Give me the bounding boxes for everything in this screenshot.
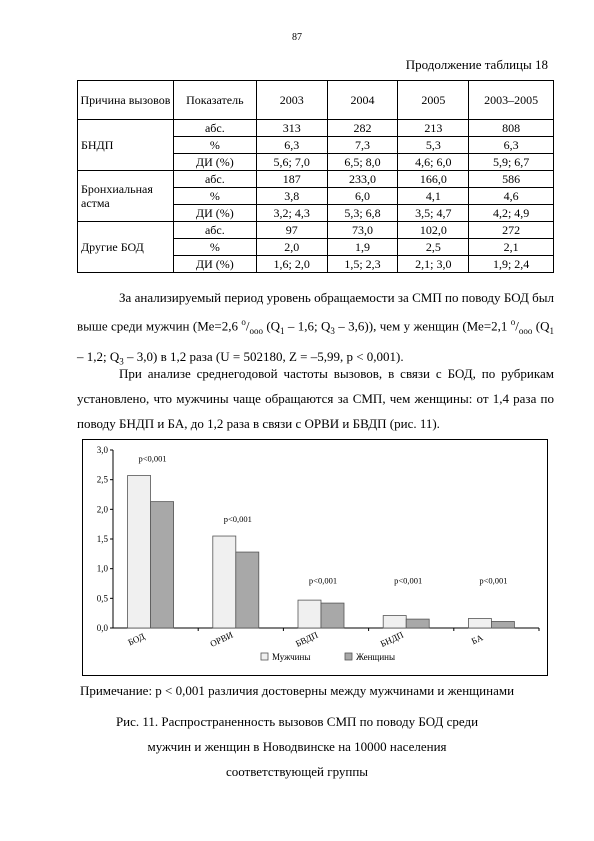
y-tick-label: 0,5 — [96, 593, 108, 604]
table-cell: 5,3 — [398, 137, 469, 154]
legend-swatch — [345, 653, 352, 660]
x-tick-label: БНДП — [378, 629, 406, 649]
y-tick-label: 1,0 — [96, 563, 108, 574]
data-table — [77, 80, 554, 273]
significance-label: p<0,001 — [223, 514, 252, 525]
group-label: БНДП — [78, 120, 174, 171]
table-cell: 1,5; 2,3 — [327, 256, 398, 273]
bar-men — [213, 536, 236, 628]
table-cell: 808 — [469, 120, 554, 137]
table-cell: 4,6; 6,0 — [398, 154, 469, 171]
x-tick-label: ОРВИ — [208, 629, 235, 649]
table-cell: 4,6 — [469, 188, 554, 205]
group-label: Другие БОД — [78, 222, 174, 273]
table-cell: 7,3 — [327, 137, 398, 154]
y-tick-label: 0,0 — [96, 623, 108, 633]
table-cell: 282 — [327, 120, 398, 137]
table-cell: 3,5; 4,7 — [398, 205, 469, 222]
row-label: % — [173, 188, 256, 205]
paragraph-2: При анализе среднегодовой частоты вызовов, в связи с БОД, по рубрикам установлено, что мужчины чаще обращаются за СМП, чем женщины: от 1,4 раза по поводу БНДП и БА, до 1,2 раза в связи с ОРВИ и БВДП (рис. 11). — [77, 366, 554, 431]
bar-women — [491, 621, 514, 628]
bar-women — [151, 502, 174, 628]
table-cell: 272 — [469, 222, 554, 239]
bar-chart — [83, 440, 547, 675]
table-cell: 2,0 — [256, 239, 327, 256]
column-header: 2005 — [398, 81, 469, 120]
table-cell: 166,0 — [398, 171, 469, 188]
row-label: абс. — [173, 222, 256, 239]
column-header: 2003 — [256, 81, 327, 120]
table-cell: 73,0 — [327, 222, 398, 239]
row-label: % — [173, 239, 256, 256]
x-tick-label: БА — [469, 632, 485, 647]
legend-label: Женщины — [356, 652, 396, 662]
row-label: ДИ (%) — [173, 256, 256, 273]
bar-women — [236, 552, 259, 628]
y-tick-label: 3,0 — [96, 445, 108, 455]
table-cell: 1,9 — [327, 239, 398, 256]
table-cell: 213 — [398, 120, 469, 137]
significance-label: p<0,001 — [394, 575, 423, 586]
bar-women — [321, 603, 344, 628]
table-cell: 586 — [469, 171, 554, 188]
significance-label: p<0,001 — [308, 575, 338, 586]
table-cell: 102,0 — [398, 222, 469, 239]
table-cell: 4,2; 4,9 — [469, 205, 554, 222]
table-cell: 4,1 — [398, 188, 469, 205]
column-header: Причина вызовов — [78, 81, 174, 120]
y-tick-label: 2,5 — [96, 474, 108, 485]
bar-men — [298, 600, 321, 628]
table-cell: 5,6; 7,0 — [256, 154, 327, 171]
x-tick-label: БВДП — [293, 629, 320, 649]
page-number: 87 — [292, 32, 302, 43]
table-cell: 1,6; 2,0 — [256, 256, 327, 273]
table-cell: 5,9; 6,7 — [469, 154, 554, 171]
group-label: Бронхиальная астма — [78, 171, 174, 222]
table-cell: 233,0 — [327, 171, 398, 188]
table-row — [78, 120, 554, 137]
column-header: Показатель — [173, 81, 256, 120]
table-cell: 1,9; 2,4 — [469, 256, 554, 273]
legend-label: Мужчины — [272, 652, 311, 662]
table-cell: 6,3 — [256, 137, 327, 154]
table-cell: 2,1 — [469, 239, 554, 256]
figure-caption: Рис. 11. Распространенность вызовов СМП по поводу БОД среди мужчин и женщин в Новодвинске на 10000 населения соответствующей группы — [115, 714, 479, 779]
bar-women — [406, 619, 429, 628]
y-tick-label: 1,5 — [96, 534, 108, 544]
column-header: 2003–2005 — [469, 81, 554, 120]
chart-frame — [82, 439, 548, 676]
row-label: % — [173, 137, 256, 154]
table-cell: 3,8 — [256, 188, 327, 205]
table-cell: 6,0 — [327, 188, 398, 205]
significance-label: p<0,001 — [138, 453, 167, 464]
table-caption: Продолжение таблицы 18 — [405, 57, 548, 72]
bar-men — [468, 619, 491, 628]
table-cell: 313 — [256, 120, 327, 137]
table-row — [78, 222, 554, 239]
table-row — [78, 171, 554, 188]
table-cell: 187 — [256, 171, 327, 188]
table-cell: 2,1; 3,0 — [398, 256, 469, 273]
row-label: ДИ (%) — [173, 205, 256, 222]
table-cell: 6,3 — [469, 137, 554, 154]
table-cell: 5,3; 6,8 — [327, 205, 398, 222]
paragraph-1: За анализируемый период уровень обращаемости за СМП по поводу БОД был выше среди мужчин (Ме=2,6 $^о/_{ооо}$ ($Q_1 - 1,6$; $Q_3 - 3,6$)), чем у женщин (Ме=2,1 $^о/_{ооо}$ ($Q_1 - 1,2$; $Q_3 - 3,0$) в 1,2 раза (U = 502180, Z = –5,99, p < 0,001). — [77, 290, 554, 367]
row-label: ДИ (%) — [173, 154, 256, 171]
column-header: 2004 — [327, 81, 398, 120]
y-tick-label: 2,0 — [96, 504, 108, 515]
legend-swatch — [261, 653, 268, 660]
bar-men — [383, 616, 406, 628]
table-cell: 97 — [256, 222, 327, 239]
significance-label: p<0,001 — [479, 575, 508, 586]
table-cell: 3,2; 4,3 — [256, 205, 327, 222]
row-label: абс. — [173, 120, 256, 137]
bar-men — [128, 476, 151, 628]
table-header-row — [78, 81, 554, 120]
chart-note: Примечание: p < 0,001 различия достоверны между мужчинами и женщинами — [79, 683, 515, 698]
x-tick-label: БОД — [126, 631, 147, 648]
table-cell: 6,5; 8,0 — [327, 154, 398, 171]
table-cell: 2,5 — [398, 239, 469, 256]
row-label: абс. — [173, 171, 256, 188]
